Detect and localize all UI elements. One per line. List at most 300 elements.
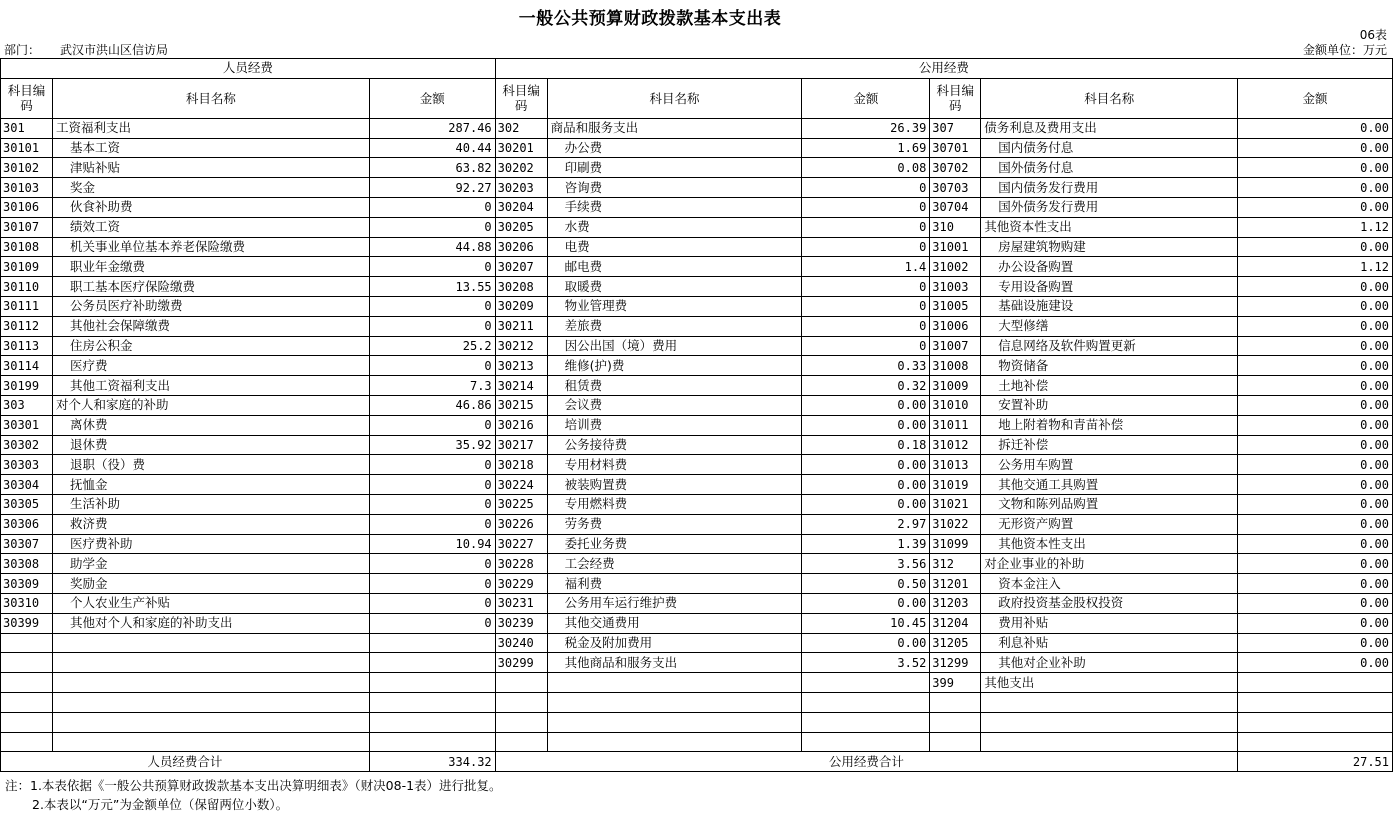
section-public: 公用经费 — [495, 59, 1392, 79]
goods-code-cell: 30215 — [495, 395, 547, 415]
personnel-name-cell — [52, 673, 369, 693]
personnel-name-cell: 津贴补贴 — [52, 158, 369, 178]
goods-name-cell: 取暖费 — [547, 277, 802, 297]
goods-name-cell: 福利费 — [547, 574, 802, 594]
goods-amount-cell: 0.32 — [802, 376, 930, 396]
other-name-cell: 公务用车购置 — [981, 455, 1238, 475]
table-row — [1, 475, 1393, 495]
personnel-code-cell: 30102 — [1, 158, 53, 178]
personnel-code-cell: 303 — [1, 395, 53, 415]
col-header-code: 科目编码 — [930, 78, 981, 118]
personnel-amount-cell: 0 — [369, 494, 495, 514]
other-name-cell: 其他交通工具购置 — [981, 475, 1238, 495]
goods-code-cell — [495, 692, 547, 712]
other-amount-cell: 0.00 — [1238, 376, 1393, 396]
goods-name-cell — [547, 732, 802, 752]
table-row — [1, 732, 1393, 752]
goods-amount-cell: 3.56 — [802, 554, 930, 574]
goods-amount-cell: 0.33 — [802, 356, 930, 376]
personnel-amount-cell: 40.44 — [369, 138, 495, 158]
personnel-name-cell: 奖励金 — [52, 574, 369, 594]
other-name-cell: 专用设备购置 — [981, 277, 1238, 297]
personnel-amount-cell: 0 — [369, 257, 495, 277]
goods-amount-cell — [802, 732, 930, 752]
goods-amount-cell: 0.00 — [802, 633, 930, 653]
goods-code-cell: 30218 — [495, 455, 547, 475]
goods-code-cell: 30226 — [495, 514, 547, 534]
goods-name-cell: 工会经费 — [547, 554, 802, 574]
personnel-code-cell: 30110 — [1, 277, 53, 297]
personnel-name-cell: 职工基本医疗保险缴费 — [52, 277, 369, 297]
other-name-cell: 物资储备 — [981, 356, 1238, 376]
goods-amount-cell: 0.00 — [802, 475, 930, 495]
personnel-amount-cell: 0 — [369, 613, 495, 633]
personnel-amount-cell: 0 — [369, 554, 495, 574]
personnel-name-cell: 奖金 — [52, 178, 369, 198]
table-row — [1, 574, 1393, 594]
other-amount-cell: 0.00 — [1238, 574, 1393, 594]
other-amount-cell: 0.00 — [1238, 336, 1393, 356]
other-code-cell: 31299 — [930, 653, 981, 673]
goods-name-cell: 电费 — [547, 237, 802, 257]
table-row — [1, 692, 1393, 712]
goods-name-cell: 办公费 — [547, 138, 802, 158]
goods-code-cell: 302 — [495, 118, 547, 138]
goods-code-cell: 30208 — [495, 277, 547, 297]
table-row — [1, 593, 1393, 613]
personnel-name-cell: 工资福利支出 — [52, 118, 369, 138]
personnel-code-cell: 30199 — [1, 376, 53, 396]
personnel-amount-cell: 0 — [369, 455, 495, 475]
col-header-name: 科目名称 — [981, 78, 1238, 118]
other-code-cell: 31009 — [930, 376, 981, 396]
goods-name-cell: 被装购置费 — [547, 475, 802, 495]
table-row — [1, 455, 1393, 475]
table-row — [1, 653, 1393, 673]
goods-amount-cell: 0 — [802, 197, 930, 217]
goods-code-cell: 30227 — [495, 534, 547, 554]
personnel-amount-cell: 7.3 — [369, 376, 495, 396]
other-amount-cell: 0.00 — [1238, 534, 1393, 554]
other-code-cell: 399 — [930, 673, 981, 693]
personnel-name-cell: 退职（役）费 — [52, 455, 369, 475]
personnel-name-cell: 对个人和家庭的补助 — [52, 395, 369, 415]
department-line — [4, 41, 168, 58]
goods-code-cell: 30201 — [495, 138, 547, 158]
table-row — [1, 712, 1393, 732]
public-total-amount: 27.51 — [1238, 752, 1393, 772]
personnel-name-cell — [52, 653, 369, 673]
table-row — [1, 494, 1393, 514]
personnel-name-cell: 退休费 — [52, 435, 369, 455]
personnel-code-cell — [1, 692, 53, 712]
other-name-cell: 地上附着物和青苗补偿 — [981, 415, 1238, 435]
goods-amount-cell: 0 — [802, 296, 930, 316]
other-name-cell: 政府投资基金股权投资 — [981, 593, 1238, 613]
personnel-name-cell: 医疗费 — [52, 356, 369, 376]
amount-unit: 金额单位：万元 — [1302, 43, 1387, 57]
table-row — [1, 316, 1393, 336]
other-code-cell: 307 — [930, 118, 981, 138]
personnel-amount-cell: 0 — [369, 415, 495, 435]
personnel-name-cell: 职业年金缴费 — [52, 257, 369, 277]
personnel-amount-cell: 13.55 — [369, 277, 495, 297]
goods-amount-cell: 0.00 — [802, 593, 930, 613]
other-code-cell: 310 — [930, 217, 981, 237]
table-row — [1, 217, 1393, 237]
personnel-amount-cell: 63.82 — [369, 158, 495, 178]
other-code-cell — [930, 712, 981, 732]
other-amount-cell: 0.00 — [1238, 593, 1393, 613]
other-amount-cell — [1238, 692, 1393, 712]
personnel-name-cell: 其他社会保障缴费 — [52, 316, 369, 336]
table-row — [1, 613, 1393, 633]
other-name-cell: 资本金注入 — [981, 574, 1238, 594]
table-row — [1, 514, 1393, 534]
table-row — [1, 673, 1393, 693]
personnel-name-cell: 其他对个人和家庭的补助支出 — [52, 613, 369, 633]
personnel-code-cell — [1, 653, 53, 673]
other-code-cell: 31013 — [930, 455, 981, 475]
goods-amount-cell: 0 — [802, 178, 930, 198]
goods-amount-cell: 0 — [802, 336, 930, 356]
goods-name-cell: 专用燃料费 — [547, 494, 802, 514]
other-name-cell: 土地补偿 — [981, 376, 1238, 396]
col-header-name: 科目名称 — [52, 78, 369, 118]
table-row — [1, 257, 1393, 277]
other-name-cell: 房屋建筑物购建 — [981, 237, 1238, 257]
other-code-cell: 31007 — [930, 336, 981, 356]
personnel-code-cell: 30309 — [1, 574, 53, 594]
other-name-cell: 国外债务发行费用 — [981, 197, 1238, 217]
personnel-code-cell: 30113 — [1, 336, 53, 356]
col-header-code: 科目编码 — [495, 78, 547, 118]
other-name-cell: 费用补贴 — [981, 613, 1238, 633]
goods-amount-cell: 1.4 — [802, 257, 930, 277]
col-header-amount: 金额 — [802, 78, 930, 118]
goods-code-cell: 30211 — [495, 316, 547, 336]
personnel-total-amount: 334.32 — [369, 752, 495, 772]
table-number: 06表 — [1359, 28, 1387, 42]
other-amount-cell: 0.00 — [1238, 277, 1393, 297]
other-code-cell: 31099 — [930, 534, 981, 554]
col-header-amount: 金额 — [1238, 78, 1393, 118]
personnel-code-cell: 30114 — [1, 356, 53, 376]
other-amount-cell: 0.00 — [1238, 455, 1393, 475]
other-name-cell: 无形资产购置 — [981, 514, 1238, 534]
personnel-name-cell: 救济费 — [52, 514, 369, 534]
other-amount-cell: 0.00 — [1238, 356, 1393, 376]
table-row — [1, 554, 1393, 574]
personnel-code-cell: 30307 — [1, 534, 53, 554]
personnel-amount-cell: 10.94 — [369, 534, 495, 554]
other-name-cell: 信息网络及软件购置更新 — [981, 336, 1238, 356]
personnel-code-cell: 30103 — [1, 178, 53, 198]
personnel-code-cell: 30306 — [1, 514, 53, 534]
goods-amount-cell: 0.18 — [802, 435, 930, 455]
other-name-cell: 国内债务发行费用 — [981, 178, 1238, 198]
goods-amount-cell: 0.00 — [802, 395, 930, 415]
personnel-amount-cell: 0 — [369, 574, 495, 594]
personnel-name-cell — [52, 732, 369, 752]
section-personnel: 人员经费 — [1, 59, 496, 79]
personnel-name-cell: 住房公积金 — [52, 336, 369, 356]
other-code-cell: 30703 — [930, 178, 981, 198]
other-amount-cell: 0.00 — [1238, 494, 1393, 514]
other-code-cell: 31010 — [930, 395, 981, 415]
personnel-name-cell: 机关事业单位基本养老保险缴费 — [52, 237, 369, 257]
other-amount-cell: 0.00 — [1238, 178, 1393, 198]
other-amount-cell: 0.00 — [1238, 415, 1393, 435]
personnel-name-cell: 绩效工资 — [52, 217, 369, 237]
other-name-cell: 其他对企业补助 — [981, 653, 1238, 673]
goods-code-cell — [495, 712, 547, 732]
goods-amount-cell: 1.39 — [802, 534, 930, 554]
personnel-name-cell: 个人农业生产补贴 — [52, 593, 369, 613]
goods-name-cell: 水费 — [547, 217, 802, 237]
personnel-code-cell — [1, 673, 53, 693]
goods-code-cell: 30212 — [495, 336, 547, 356]
personnel-amount-cell: 25.2 — [369, 336, 495, 356]
personnel-name-cell: 医疗费补助 — [52, 534, 369, 554]
goods-code-cell — [495, 732, 547, 752]
personnel-amount-cell — [369, 633, 495, 653]
other-name-cell — [981, 712, 1238, 732]
goods-name-cell: 公务用车运行维护费 — [547, 593, 802, 613]
personnel-amount-cell: 0 — [369, 217, 495, 237]
goods-name-cell: 手续费 — [547, 197, 802, 217]
goods-name-cell: 租赁费 — [547, 376, 802, 396]
goods-code-cell: 30209 — [495, 296, 547, 316]
goods-name-cell: 税金及附加费用 — [547, 633, 802, 653]
note-1: 注：1.本表依据《一般公共预算财政拨款基本支出决算明细表》（财决08-1表）进行批复。 — [5, 778, 502, 793]
personnel-amount-cell: 0 — [369, 356, 495, 376]
personnel-amount-cell: 0 — [369, 475, 495, 495]
public-total-label: 公用经费合计 — [495, 752, 1237, 772]
personnel-amount-cell: 0 — [369, 296, 495, 316]
goods-name-cell — [547, 712, 802, 732]
personnel-name-cell: 抚恤金 — [52, 475, 369, 495]
personnel-amount-cell — [369, 712, 495, 732]
other-code-cell: 31008 — [930, 356, 981, 376]
personnel-code-cell: 30305 — [1, 494, 53, 514]
goods-code-cell: 30239 — [495, 613, 547, 633]
personnel-amount-cell: 92.27 — [369, 178, 495, 198]
personnel-amount-cell: 0 — [369, 197, 495, 217]
table-row — [1, 415, 1393, 435]
goods-amount-cell: 10.45 — [802, 613, 930, 633]
other-amount-cell: 0.00 — [1238, 138, 1393, 158]
goods-amount-cell: 0 — [802, 217, 930, 237]
notes — [5, 776, 502, 814]
goods-code-cell: 30229 — [495, 574, 547, 594]
goods-name-cell: 会议费 — [547, 395, 802, 415]
other-amount-cell: 0.00 — [1238, 237, 1393, 257]
other-amount-cell: 0.00 — [1238, 475, 1393, 495]
other-amount-cell: 0.00 — [1238, 158, 1393, 178]
goods-code-cell: 30204 — [495, 197, 547, 217]
goods-name-cell — [547, 673, 802, 693]
goods-name-cell: 其他商品和服务支出 — [547, 653, 802, 673]
other-code-cell: 30704 — [930, 197, 981, 217]
other-amount-cell — [1238, 732, 1393, 752]
goods-amount-cell: 0.08 — [802, 158, 930, 178]
goods-code-cell: 30207 — [495, 257, 547, 277]
goods-name-cell: 劳务费 — [547, 514, 802, 534]
other-code-cell: 31205 — [930, 633, 981, 653]
other-amount-cell: 0.00 — [1238, 554, 1393, 574]
goods-amount-cell: 3.52 — [802, 653, 930, 673]
personnel-amount-cell — [369, 732, 495, 752]
personnel-amount-cell: 44.88 — [369, 237, 495, 257]
other-code-cell: 31011 — [930, 415, 981, 435]
table-row — [1, 296, 1393, 316]
other-name-cell: 安置补助 — [981, 395, 1238, 415]
personnel-code-cell: 30112 — [1, 316, 53, 336]
goods-code-cell: 30213 — [495, 356, 547, 376]
other-amount-cell: 0.00 — [1238, 613, 1393, 633]
goods-name-cell: 差旅费 — [547, 316, 802, 336]
personnel-amount-cell: 0 — [369, 514, 495, 534]
other-code-cell: 31003 — [930, 277, 981, 297]
department-label: 部门： — [4, 43, 41, 57]
table-row — [1, 376, 1393, 396]
other-code-cell: 31005 — [930, 296, 981, 316]
personnel-total-label: 人员经费合计 — [1, 752, 370, 772]
personnel-name-cell — [52, 692, 369, 712]
personnel-amount-cell — [369, 653, 495, 673]
personnel-code-cell: 30304 — [1, 475, 53, 495]
other-amount-cell: 0.00 — [1238, 653, 1393, 673]
other-code-cell — [930, 732, 981, 752]
personnel-code-cell: 30101 — [1, 138, 53, 158]
goods-amount-cell: 1.69 — [802, 138, 930, 158]
other-code-cell: 31019 — [930, 475, 981, 495]
other-name-cell: 拆迁补偿 — [981, 435, 1238, 455]
other-name-cell: 其他支出 — [981, 673, 1238, 693]
other-amount-cell: 1.12 — [1238, 217, 1393, 237]
goods-code-cell: 30216 — [495, 415, 547, 435]
goods-name-cell: 商品和服务支出 — [547, 118, 802, 138]
goods-amount-cell — [802, 673, 930, 693]
other-name-cell: 基础设施建设 — [981, 296, 1238, 316]
other-name-cell: 债务利息及费用支出 — [981, 118, 1238, 138]
goods-code-cell: 30203 — [495, 178, 547, 198]
personnel-name-cell: 其他工资福利支出 — [52, 376, 369, 396]
goods-name-cell: 公务接待费 — [547, 435, 802, 455]
other-name-cell — [981, 732, 1238, 752]
other-name-cell: 其他资本性支出 — [981, 534, 1238, 554]
other-amount-cell: 0.00 — [1238, 395, 1393, 415]
goods-amount-cell: 0.00 — [802, 415, 930, 435]
other-name-cell: 对企业事业的补助 — [981, 554, 1238, 574]
personnel-code-cell: 301 — [1, 118, 53, 138]
personnel-code-cell: 30310 — [1, 593, 53, 613]
other-name-cell: 国外债务付息 — [981, 158, 1238, 178]
goods-name-cell: 维修(护)费 — [547, 356, 802, 376]
personnel-code-cell: 30308 — [1, 554, 53, 574]
personnel-name-cell — [52, 633, 369, 653]
goods-code-cell: 30217 — [495, 435, 547, 455]
other-amount-cell: 0.00 — [1238, 296, 1393, 316]
other-amount-cell — [1238, 712, 1393, 732]
other-code-cell: 312 — [930, 554, 981, 574]
other-code-cell: 31201 — [930, 574, 981, 594]
personnel-name-cell: 生活补助 — [52, 494, 369, 514]
personnel-code-cell: 30107 — [1, 217, 53, 237]
goods-amount-cell: 0 — [802, 316, 930, 336]
other-name-cell: 其他资本性支出 — [981, 217, 1238, 237]
totals-row — [1, 752, 1393, 772]
table-row — [1, 277, 1393, 297]
goods-code-cell: 30206 — [495, 237, 547, 257]
goods-amount-cell: 0 — [802, 237, 930, 257]
personnel-code-cell: 30399 — [1, 613, 53, 633]
personnel-code-cell: 30302 — [1, 435, 53, 455]
col-header-name: 科目名称 — [547, 78, 802, 118]
table-row — [1, 435, 1393, 455]
other-code-cell: 31001 — [930, 237, 981, 257]
other-amount-cell: 0.00 — [1238, 118, 1393, 138]
note-2: 2.本表以“万元”为金额单位（保留两位小数）。 — [32, 797, 289, 812]
page-title: 一般公共预算财政拨款基本支出表 — [518, 9, 782, 29]
other-code-cell: 31002 — [930, 257, 981, 277]
personnel-amount-cell: 35.92 — [369, 435, 495, 455]
table-row — [1, 197, 1393, 217]
goods-name-cell: 委托业务费 — [547, 534, 802, 554]
other-name-cell: 文物和陈列品购置 — [981, 494, 1238, 514]
other-amount-cell: 0.00 — [1238, 197, 1393, 217]
table-row — [1, 395, 1393, 415]
goods-code-cell: 30224 — [495, 475, 547, 495]
personnel-name-cell: 助学金 — [52, 554, 369, 574]
personnel-name-cell: 伙食补助费 — [52, 197, 369, 217]
personnel-amount-cell: 46.86 — [369, 395, 495, 415]
table-row — [1, 237, 1393, 257]
personnel-amount-cell: 0 — [369, 316, 495, 336]
col-header-amount: 金额 — [369, 78, 495, 118]
table-row — [1, 138, 1393, 158]
goods-name-cell: 物业管理费 — [547, 296, 802, 316]
goods-name-cell: 印刷费 — [547, 158, 802, 178]
goods-name-cell: 培训费 — [547, 415, 802, 435]
other-name-cell: 办公设备购置 — [981, 257, 1238, 277]
other-name-cell — [981, 692, 1238, 712]
personnel-code-cell — [1, 633, 53, 653]
other-code-cell: 30701 — [930, 138, 981, 158]
other-code-cell: 31012 — [930, 435, 981, 455]
personnel-code-cell: 30108 — [1, 237, 53, 257]
goods-code-cell: 30202 — [495, 158, 547, 178]
personnel-code-cell: 30303 — [1, 455, 53, 475]
goods-name-cell: 其他交通费用 — [547, 613, 802, 633]
other-code-cell — [930, 692, 981, 712]
other-code-cell: 31022 — [930, 514, 981, 534]
goods-amount-cell: 0 — [802, 277, 930, 297]
personnel-name-cell: 离休费 — [52, 415, 369, 435]
goods-amount-cell: 0.00 — [802, 494, 930, 514]
table-row — [1, 158, 1393, 178]
table-row — [1, 356, 1393, 376]
expenditure-table — [0, 58, 1393, 772]
goods-name-cell: 邮电费 — [547, 257, 802, 277]
goods-code-cell: 30299 — [495, 653, 547, 673]
table-row — [1, 118, 1393, 138]
goods-amount-cell: 0.50 — [802, 574, 930, 594]
goods-name-cell: 专用材料费 — [547, 455, 802, 475]
section-header-row — [1, 59, 1393, 79]
other-code-cell: 31006 — [930, 316, 981, 336]
